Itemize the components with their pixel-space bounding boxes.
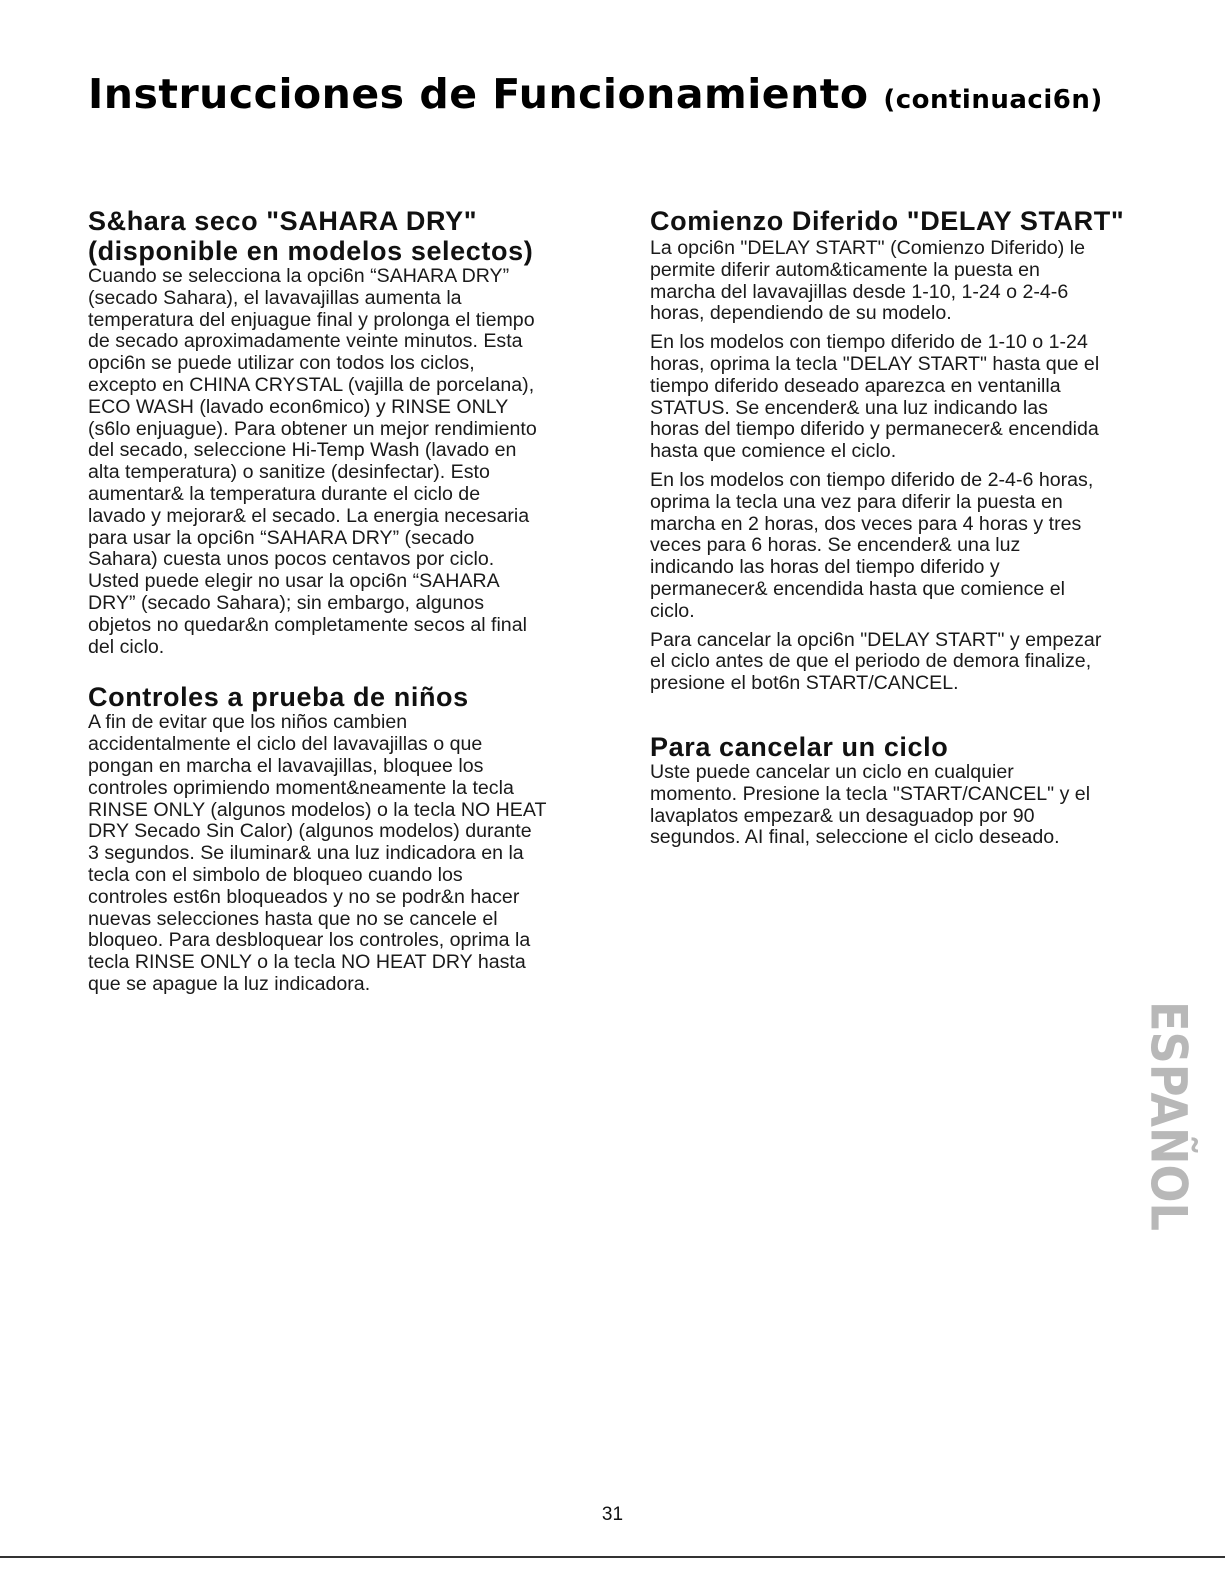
delay-start-paragraph	[650, 630, 1150, 695]
sahara-heading-line1: S&hara seco "SAHARA DRY"	[88, 206, 478, 236]
text-line: En los modelos con tiempo diferido de 2-4-6 horas,	[650, 468, 1094, 491]
text-line: (s6lo enjuague). Para obtener un mejor rendimiento	[88, 417, 537, 440]
text-line: presione el bot6n START/CANCEL.	[650, 672, 959, 695]
text-line: objetos no quedar&n completamente secos al final	[88, 613, 527, 636]
text-line: horas, oprima la tecla "DELAY START" hasta que el	[650, 352, 1100, 375]
sahara-heading	[88, 206, 593, 266]
text-line: A fin de evitar que los niños cambien	[88, 711, 408, 734]
section-cancel-cycle	[650, 732, 1150, 849]
text-line: STATUS. Se encender& una luz indicando las	[650, 396, 1048, 419]
text-line: ECO WASH (lavado econ6mico) y RINSE ONLY	[88, 395, 509, 418]
text-line: RINSE ONLY (algunos modelos) o la tecla NO HEAT	[88, 798, 547, 821]
cancel-cycle-body	[650, 762, 1150, 849]
text-line: DRY” (secado Sahara); sin embargo, algunos	[88, 591, 485, 614]
section-delay-start	[650, 206, 1150, 695]
text-line: controles oprimiendo moment&neamente la tecla	[88, 776, 514, 799]
text-line: Cuando se selecciona la opci6n “SAHARA DRY”	[88, 265, 510, 287]
text-line: ciclo.	[650, 599, 695, 622]
text-line: accidentalmente el ciclo del lavavajillas o que	[88, 733, 483, 756]
page-title	[88, 70, 1103, 118]
text-line: de secado aproximadamente veinte minutos. Esta	[88, 330, 523, 353]
text-line: hasta que comience el ciclo.	[650, 440, 897, 463]
text-line: momento. Presione la tecla "START/CANCEL" y el	[650, 782, 1091, 805]
text-line: pongan en marcha el lavavajillas, bloquee los	[88, 754, 484, 777]
language-tab-text: ESPAÑOL	[1139, 1001, 1198, 1236]
cancel-cycle-heading: Para cancelar un ciclo	[650, 731, 949, 762]
text-line: Para cancelar la opci6n "DELAY START" y empezar	[650, 628, 1102, 651]
text-line: segundos. AI final, seleccione el ciclo deseado.	[650, 826, 1060, 849]
text-line: permite diferir autom&ticamente la puesta en	[650, 258, 1040, 281]
section-sahara-dry	[88, 206, 593, 658]
text-line: marcha en 2 horas, dos veces para 4 horas y tres	[650, 512, 1082, 535]
text-line: permanecer& encendida hasta que comience el	[650, 577, 1065, 600]
page-title-continuation: (continuaci6n)	[883, 85, 1103, 115]
text-line: 3 segundos. Se iluminar& una luz indicadora en la	[88, 842, 524, 865]
text-line: controles est6n bloqueados y no se podr&n hacer	[88, 885, 520, 908]
text-line: marcha del lavavajillas desde 1-10, 1-24 o 2-4-6	[650, 280, 1069, 303]
text-line: nuevas selecciones hasta que no se cancele el	[88, 907, 498, 930]
text-line: oprima la tecla una vez para diferir la puesta en	[650, 490, 1063, 513]
text-line: temperatura del enjuague final y prolonga el tiempo	[88, 308, 535, 331]
delay-start-paragraph	[650, 470, 1150, 623]
left-column	[88, 206, 593, 996]
language-tab-graphic	[1130, 996, 1200, 1236]
child-lock-body	[88, 712, 593, 995]
text-line: opci6n se puede utilizar con todos los ciclos,	[88, 352, 475, 375]
text-line: En los modelos con tiempo diferido de 1-10 o 1-24	[650, 331, 1088, 354]
text-line: bloqueo. Para desbloquear los controles, oprima la	[88, 929, 531, 952]
text-line: del secado, seleccione Hi-Temp Wash (lavado en	[88, 439, 517, 462]
page-title-main: Instrucciones de Funcionamiento	[88, 70, 869, 118]
text-line: excepto en CHINA CRYSTAL (vajilla de porcelana),	[88, 373, 535, 396]
text-line: el ciclo antes de que el periodo de demora finalize,	[650, 650, 1092, 673]
text-line: La opci6n "DELAY START" (Comienzo Diferido) le	[650, 237, 1085, 259]
text-line: para usar la opci6n “SAHARA DRY” (secado	[88, 526, 475, 549]
text-line: tiempo diferido deseado aparezca en ventanilla	[650, 374, 1061, 397]
page-number: 31	[601, 1504, 624, 1525]
sahara-heading-line2: (disponible en modelos selectos)	[88, 236, 534, 266]
bottom-rule	[0, 1556, 1225, 1558]
language-side-tab	[1130, 996, 1200, 1236]
text-line: horas, dependiendo de su modelo.	[650, 302, 952, 325]
child-lock-heading: Controles a prueba de niños	[88, 682, 469, 713]
text-line: Uste puede cancelar un ciclo en cualquier	[650, 760, 1014, 783]
delay-start-paragraph	[650, 238, 1150, 325]
text-line: lavaplatos empezar& un desaguadop por 90	[650, 804, 1035, 827]
text-line: indicando las horas del tiempo diferido y	[650, 556, 1000, 579]
right-column	[650, 206, 1150, 856]
text-line: Usted puede elegir no usar la opci6n “SAHARA	[88, 570, 500, 593]
text-line: lavado y mejorar& el secado. La energia necesaria	[88, 504, 530, 527]
sahara-body	[88, 266, 593, 658]
text-line: veces para 6 horas. Se encender& una luz	[650, 534, 1021, 557]
text-line: Sahara) cuesta unos pocos centavos por ciclo.	[88, 548, 495, 571]
section-child-lock	[88, 682, 593, 995]
text-line: horas del tiempo diferido y permanecer& encendida	[650, 418, 1099, 441]
text-line: del ciclo.	[88, 635, 165, 658]
text-line: tecla RINSE ONLY o la tecla NO HEAT DRY hasta	[88, 951, 526, 974]
text-line: que se apague la luz indicadora.	[88, 972, 371, 995]
text-line: aumentar& la temperatura durante el ciclo de	[88, 482, 481, 505]
delay-start-paragraph	[650, 332, 1150, 463]
text-line: DRY Secado Sin Calor) (algunos modelos) durante	[88, 820, 532, 843]
text-line: alta temperatura) o sanitize (desinfectar). Esto	[88, 461, 490, 484]
text-line: tecla con el simbolo de bloqueo cuando los	[88, 863, 463, 886]
delay-start-heading: Comienzo Diferido "DELAY START"	[650, 206, 1125, 236]
text-line: (secado Sahara), el lavavajillas aumenta la	[88, 286, 462, 309]
